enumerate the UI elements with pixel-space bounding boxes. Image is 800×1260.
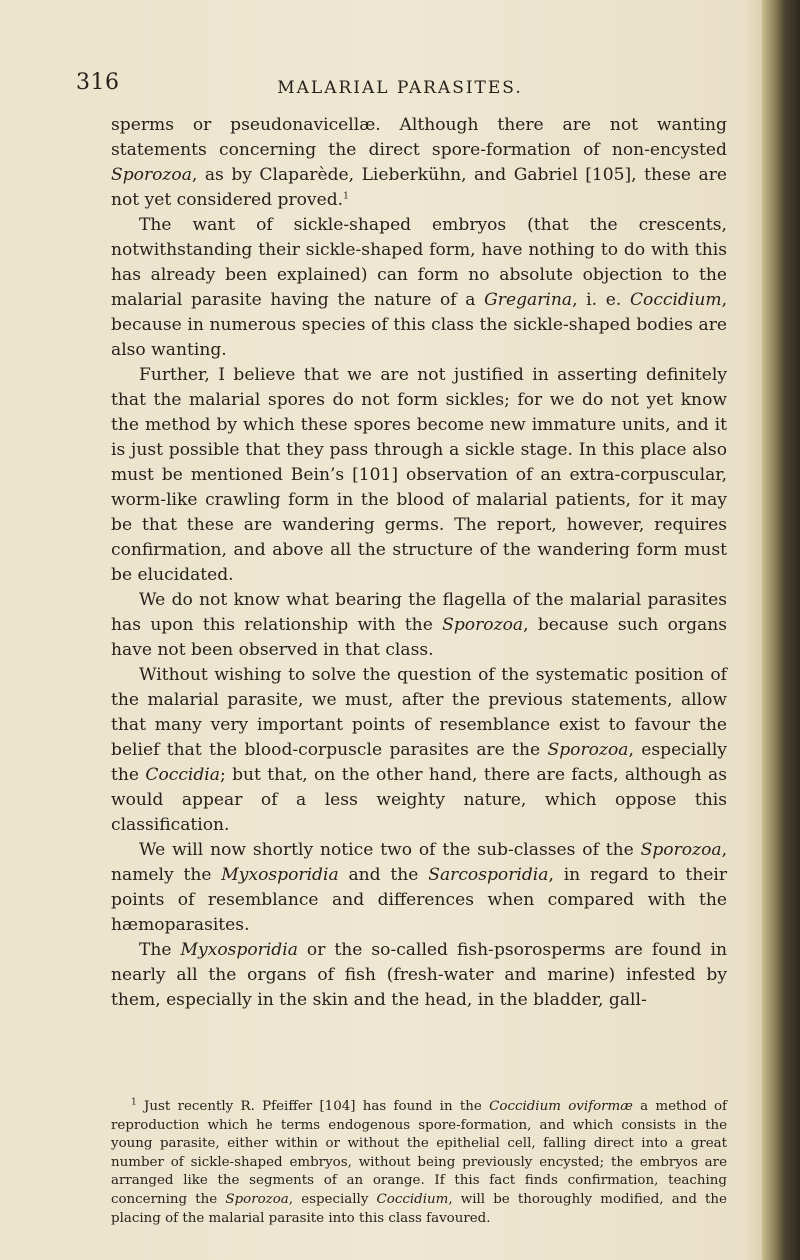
footnotes [111,1098,727,1228]
book-spine-edge [762,0,800,1260]
footnote-1: $^1$ Just recently R. Pfeiffer [104] has found in the Coccidium oviformæ a method of reproduction which he terms endogenous spore-formation, and which consists in the young parasite, either within or without the epithelial cell, falling direct into a great number of sickle-shaped embryos, without being previously encysted; the embryos are arranged like the segments of an orange. If this fact finds confirmation, teaching concerning the Sporozoa, especially Coccidium, will be thoroughly modified, and the placing of the malarial parasite into this class favoured. [111,1097,727,1226]
paragraph-3: Further, I believe that we are not justified in asserting definitely that the malarial spores do not form sickles; for we do not yet know the method by which these spores become new immature units, and it is just possible that they pass through a sickle stage. In this place also must be mentioned Bein’s [101] observation of an extra-corpuscular, worm-like crawling form in the blood of malarial patients, for it may be that these are wandering germs. The report, however, requires confirmation, and above all the structure of the wandering form must be elucidated. [111,365,727,585]
paragraph-2: The want of sickle-shaped embryos (that the crescents, notwithstanding their sickle-shaped form, have nothing to do with this has already been explained) can form no absolute objection to the malarial parasite having the nature of a Gregarina, i. e. Coccidium, because in numerous species of this class the sickle-shaped bodies are also wanting. [111,215,728,360]
page-number: 316 [76,70,120,95]
footnote-marker: 1 [131,1097,137,1108]
paragraph-4: We do not know what bearing the flagella of the malarial parasites has upon this relationship with the Sporozoa, because such organs have not been observed in that class. [111,590,727,660]
paragraph-6: We will now shortly notice two of the sub-classes of the Sporozoa, namely the Myxosporidia and the Sarcosporidia, in regard to their points of resemblance and differences when compared with the hæmoparasites. [111,840,727,935]
running-head: MALARIAL PARASITES. [277,78,523,98]
paragraph-7: The Myxosporidia or the so-called fish-psorosperms are found in nearly all the organs of fish (fresh-water and marine) infested by them, especially in the skin and the head, in the bladder, gall- [111,940,727,1010]
paragraph-1: sperms or pseudonavicellæ. Although there are not wanting statements concerning the direct spore-formation of non-encysted Sporozoa, as by Claparède, Lieberkühn, and Gabriel [105], these are not yet considered proved.$^1$ [111,115,727,210]
paragraph-5: Without wishing to solve the question of the systematic position of the malarial parasite, we must, after the previous statements, allow that many very important points of resemblance exist to favour the belief that the blood-corpuscle parasites are the Sporozoa, especially the Coccidia; but that, on the other hand, there are facts, although as would appear of a less weighty nature, which oppose this classification. [111,665,728,835]
footnote-reference: 1 [343,191,349,202]
body-text [111,113,727,1013]
